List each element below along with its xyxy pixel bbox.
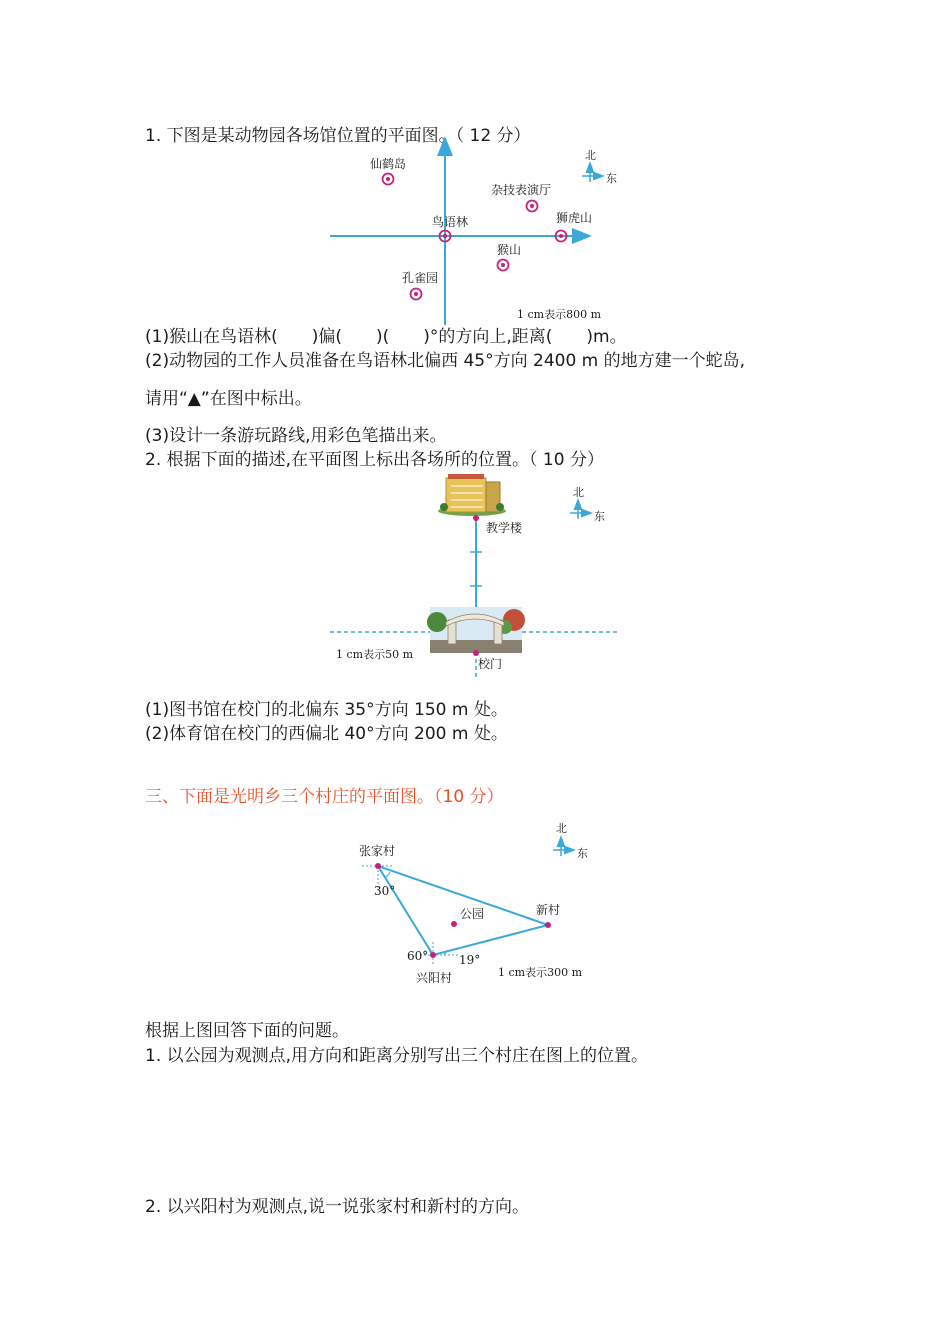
zoo-place-marker-peacock [411,289,422,300]
school-compass-icon [570,501,590,519]
xing-village-dot [430,952,436,958]
zoo-compass-east: 东 [606,172,617,185]
xing-village-label: 兴阳村 [416,971,453,985]
sec3-intro: 根据上图回答下面的问题。 [145,1021,349,1041]
teaching-building-label: 教学楼 [486,521,523,535]
park-label: 公园 [460,907,485,921]
zoo-label-birdforest: 鸟语林 [432,215,469,229]
zoo-label-crane: 仙鹤岛 [370,157,407,171]
q2-sub1: (1)图书馆在校门的北偏东 35°方向 150 m 处。 [145,700,508,720]
sec3-q1: 1. 以公园为观测点,用方向和距离分别写出三个村庄在图上的位置。 [145,1046,649,1066]
zoo-place-marker-acrobat [527,201,538,212]
zoo-label-peacock: 孔雀园 [402,271,439,285]
school-scale-label: 1 cm表示50 m [336,648,414,661]
school-gate-label: 校门 [478,657,503,671]
angle-label-60: 60° [407,949,429,963]
q1-sub1: (1)猴山在鸟语林( )偏( )( )°的方向上,距离( )m。 [145,327,627,347]
zoo-place-marker-birdforest [440,231,451,242]
zoo-compass-icon [582,164,602,182]
angle-label-19: 19° [459,953,481,967]
angle-arc-19 [444,950,448,955]
village-triangle [378,866,548,955]
zoo-compass-north: 北 [585,149,596,162]
zoo-label-acrobat: 杂技表演厅 [491,183,552,197]
zoo-place-marker-liontiger [556,231,567,242]
xin-village-label: 新村 [536,903,561,917]
village-compass-east: 东 [577,847,588,860]
q2-title: 2. 根据下面的描述,在平面图上标出各场所的位置。（ 10 分） [145,450,604,470]
school-gate-dot [473,650,479,656]
angle-arc-30 [384,872,390,878]
village-scale-label: 1 cm表示300 m [498,966,583,979]
angle-label-30: 30° [374,884,396,898]
q2-sub2: (2)体育馆在校门的西偏北 40°方向 200 m 处。 [145,724,508,744]
q1-sub2b: 请用“▲”在图中标出。 [145,389,312,409]
zhang-village-dot [375,863,381,869]
sec3-heading: 三、下面是光明乡三个村庄的平面图。（10 分） [145,787,504,807]
school-gate-picture [427,607,525,653]
zoo-place-marker-monkey [498,260,509,271]
zoo-label-monkey: 猴山 [497,243,522,257]
zoo-place-marker-crane [383,174,394,185]
school-compass-east: 东 [594,510,605,523]
teaching-building-picture [438,474,506,516]
q1-sub3: (3)设计一条游玩路线,用彩色笔描出来。 [145,426,447,446]
zoo-scale-label: 1 cm表示800 m [517,308,602,321]
sec3-q2: 2. 以兴阳村为观测点,说一说张家村和新村的方向。 [145,1197,530,1217]
village-compass-icon [553,838,573,856]
q1-sub2a: (2)动物园的工作人员准备在鸟语林北偏西 45°方向 2400 m 的地方建一个蛇岛, [145,351,746,371]
village-compass-north: 北 [556,822,567,835]
zoo-label-liontiger: 狮虎山 [556,211,593,225]
xin-village-dot [545,922,551,928]
school-compass-north: 北 [573,486,584,499]
zhang-village-label: 张家村 [359,844,396,858]
q1-title: 1. 下图是某动物园各场馆位置的平面图。（ 12 分） [145,126,531,146]
park-dot [451,921,457,927]
teaching-building-dot [473,515,479,521]
angle-arc-60 [429,949,433,955]
